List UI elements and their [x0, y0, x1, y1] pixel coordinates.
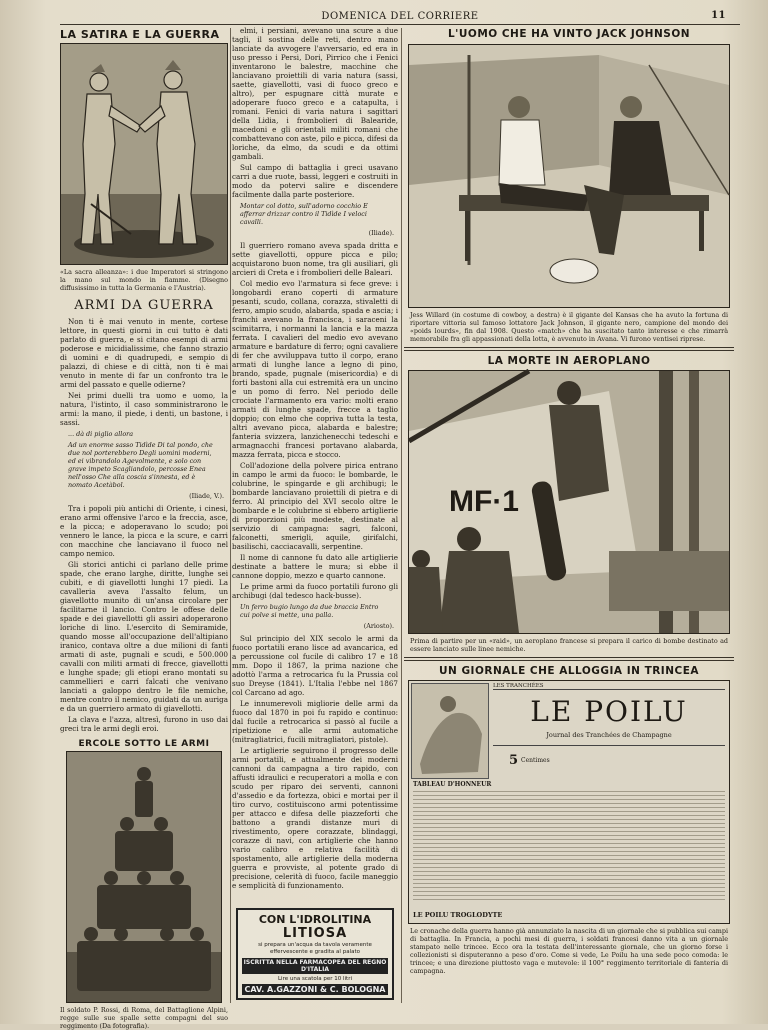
poilu-price-label: Centimes — [521, 757, 550, 764]
divider — [493, 745, 725, 746]
paragraph: Tra i popoli più antichi di Oriente, i cinesi, erano armi offensive l'arco e la freccia, asce, e la picca; e adoperavano lo scudo; poi vennero le lance, la picca e la scure, e carri con macchine che lanciavano il fuoco nel campo nemico. — [60, 504, 228, 558]
paragraph: Sul principio del XIX secolo le armi da fuoco portatili erano lisce ad avancarica, ed a percussione col fucile di calibro 17 e 18 mm. Dopo il 1867, la prima nazione che adottò l'arma a retrocarica fu la Prussia col suo Dreyse (1841). L'Italia l'ebbe nel 1867 col Carcano ad ago. — [232, 634, 398, 697]
plane-marking: MF·1 — [449, 485, 519, 518]
poilu-price: 5 — [509, 753, 519, 768]
poilu-top-line: LES TRANCHÉES — [493, 683, 725, 690]
ad-registration: ISCRITTA NELLA FARMACOPEA DEL REGNO D'ITALIA — [243, 959, 387, 973]
paragraph: Le prime armi da fuoco portatili furono gli archibugi (dal tedesco hack-busse). — [232, 582, 398, 600]
ercole-heading: ERCOLE SOTTO LE ARMI — [78, 739, 210, 749]
page-number: 11 — [711, 10, 726, 21]
quote-citation: (Iliade). — [368, 229, 394, 237]
soldiers-pyramid-photo — [67, 752, 221, 1002]
paragraph: Il guerriero romano aveva spada dritta e sette giavellotti, oppure picca e pilo; acquistarono buon nome, tra gli ausiliari, gli arcieri di Creta e i frombolieri delle Baleari. — [232, 241, 398, 277]
quote-citation: (Iliade, V.). — [189, 492, 224, 500]
jack-johnson-caption: Jess Willard (in costume di cowboy, a destra) è il gigante del Kansas che ha avuto la fortuna di riportare vittoria sul famoso lottatore Jack Johnson, il gigante nero, campione del mondo dei «poids lourds», fin dal 1908. Questo «match» che ha suscitato tanto interesse e che rimarrà memorabile fra gli appassionati della lotta, è avvenuto in Avana. Vi furono ventisei riprese. — [410, 311, 728, 343]
armi-article-cont — [60, 504, 228, 733]
poilu-masthead-drawing — [411, 683, 489, 779]
satira-caption: «La sacra alleanza»: i due Imperatori si stringono la mano sul mondo in fiamme. (Disegno diffusissimo in tutta la Germania e l'Austria). — [60, 268, 228, 292]
column-rule — [401, 28, 402, 1003]
column-left — [60, 26, 228, 1030]
ad-headline: CON L'IDROLITINA — [258, 913, 372, 926]
column-right — [404, 26, 734, 1016]
ercole-photo — [66, 751, 222, 1003]
giornale-heading: UN GIORNALE CHE ALLOGGIA IN TRINCEA — [438, 665, 700, 677]
poilu-nameplate: LE POILU — [530, 695, 688, 728]
paragraph: Nei primi duelli tra uomo e uomo, la natura, l'istinto, il caso somministrarono le armi: la mano, il piede, i denti, un bastone, i sassi. — [60, 391, 228, 427]
poilu-subtitle: Journal des Tranchées de Champagne — [546, 731, 672, 739]
chariot-quote: Montar col dotto, sull'adorno cocchio E afferrar drizzar contro il Tidìde I veloci cavalli. — [240, 202, 368, 226]
paragraph: Le artiglierie seguirono il progresso delle armi portatili, e attualmente dei moderni cannoni da campagna a tiro rapido, con affusti idraulici e recuperatori a molla e con scudo per riparo dei serventi, cannoni d'assedio e da fortezza, obici e mortai per il tiro curvo, costituiscono armi potentissime per attacco e difesa delle piazzeforti che battono a grandi distanze muri di rivestimento, opere corazzate, blindaggi, corazze di navi, con artiglierie che hanno vario calibro e relativa facilità di spostamento, alle artiglierie della moderna guerra e provviste, al potente grado di precisione, celerità di fuoco, facile maneggio e semplicità di funzionamento. — [232, 746, 398, 890]
paragraph: Gli storici antichi ci parlano delle prime spade, che erano larghe, diritte, lunghe sei cubiti, e di giavellotti lunghi 17 piedi. La cavalleria aveva l'assalto felum, un giavellotto munito di un'ansa circolare per facilitarne il lancio. Contro le offese delle spade e dei giavellotti gli assiri adoperarono loriche di lino. L'esercito di Semiramide, quando mosse all'occupazione dell'altipiano iranico, contava oltre a due milioni di fanti armati di aste, pugnali e scudi, e 500.000 cavalli con militi armati di frecce, giavellotti e lunghe spade; gli etiopi erano montati su cammellieri e carri falcati che venivano lanciati a galoppo dentro le file nemiche, mentre contro il nemico, guidati da un auriga e da un guerriero armato di giavellotti. — [60, 560, 228, 713]
boxers-on-bench-photo — [409, 45, 729, 307]
paragraph: La clava e l'azza, altresì, furono in uso dai greci tra le armi degli eroi. — [60, 715, 228, 733]
section-divider — [404, 347, 734, 351]
aeroplano-heading: LA MORTE IN AEROPLANO — [487, 355, 651, 367]
armi-article-middle-3 — [232, 634, 398, 890]
paragraph: Col medio evo l'armatura si fece greve: i longobardi erano coperti di armature pesanti, scudo, collana, corazza, stivaletti di ferro, ampio scudo, alabarda, spada e ascia; i franchi avevano la francisca, i saraceni la scimitarra, i normanni la lancia e la mazza ferrata. I cavalieri del medio evo avevano armature e bardature di ferro; ogni cavaliere di fer che avviluppava tutto il corpo, erano armati di lunghe lance a legno di pino, brando, spade, pugnale (misericordia) e di forti bastoni alla cui estremità era un uncino e un pomo di ferro. Nel periodo delle crociate l'armamento era vario: molti erano armati di lunghe spade, frecce a taglio doppio; con elmo che copriva tutta la testa, altri avevano picca, alabarda e balestre; fanteria svizzera, lanzichenecchi tedeschi e armagnacchi francesi portavano alabarda, mazza ferrata, picca e stocco. — [232, 279, 398, 459]
bomb-loading-photo — [409, 371, 729, 633]
soldier-sketch-icon — [412, 684, 488, 778]
willard-photo — [408, 44, 730, 308]
quote-citation: (Ariosto). — [363, 622, 394, 630]
aeroplano-photo — [408, 370, 730, 634]
paragraph: Il nome di cannone fu dato alle artiglierie destinate a battere le mura; si ebbe il cannone doppio, mezzo e quarto cannone. — [232, 553, 398, 580]
two-emperors-drawing — [61, 44, 227, 264]
quote-intro: ... dà di piglio allora — [68, 430, 134, 438]
ad-price: Lire una scatola per 10 litri — [277, 976, 353, 982]
armi-article-middle-2 — [232, 241, 398, 600]
poilu-tableau: TABLEAU D'HONNEUR — [413, 781, 492, 788]
armi-heading: ARMI DA GUERRA — [74, 298, 214, 313]
ariosto-quote: Un ferro bugio lungo da due braccia Entro cui polve si mette, una palla. — [240, 603, 379, 619]
ad-maker: CAV. A.GAZZONI & C. BOLOGNA — [242, 984, 388, 995]
iliad-quote: Ad un enorme sasso Tidìde Di tal pondo, che due nol porterebbero Degli uomini moderni, ed ei vibrandolo Agevolmente, e solo con grave impeto Scagliandolo, percosse Enea nell'osso Che alla coscia s'innesta, ed è nomato Acetàbol. — [68, 441, 213, 489]
giornale-caption: Le cronache della guerra hanno già annunziato la nascita di un giornale che si pubblica sui campi di battaglia. In Francia, a pochi mesi di guerra, i soldati francesi danno vita a un giornale stampato nelle trincee. Ecco ora la testata dell'interessante giornale, che un giorno forse i collezionisti si disputeranno a peso d'oro. Come si vede, Le Poilu ha una sede poco comoda: le trincee; e una direzione piuttosto vaga e mutevole: il 100° reggimento territoriale di fanteria di campagna. — [410, 927, 728, 975]
column-rule — [230, 28, 231, 1003]
jack-johnson-heading: L'UOMO CHE HA VINTO JACK JOHNSON — [447, 28, 691, 40]
poilu-bottom-title: LE POILU TROGLODYTE — [413, 911, 503, 919]
paragraph: Non ti è mai venuto in mente, cortese lettore, in questi giorni in cui tutto è dati parlato di guerra, e si citano esempi di armi poderose e micidialissime, che fanno strazio di uomini e di quadrupedi, e sempio di palazzi, di chiese e di città, non ti è mai venuto in mente di far un confronto tra le armi del passato e quelle odierne? — [60, 317, 228, 389]
page-header — [60, 10, 740, 25]
poilu-text-columns — [413, 791, 725, 903]
satira-illustration — [60, 43, 228, 265]
ad-brand: LITIOSA — [282, 926, 348, 941]
paragraph: Coll'adozione della polvere pirica entrano in campo le armi da fuoco: le bombarde, le colubrine, le spingarde e gli archibugi; le bombarde lanciavano proiettili di pietra e di ferro. Al principio del XVI secolo oltre le bombarde e le colubrine si ebbero artiglierie di proporzioni più modeste, destinate al servizio di campagna: sagri, falconi, falconetti, smerigli, aquile, girifalchi, basilischi, cacciacavalli, serpentine. — [232, 461, 398, 551]
paragraph: Le innumerevoli migliorie delle armi da fuoco dal 1870 in poi fu rapido e continuo: dal fucile a retrocarica si passò al fucile a ripetizione e alle armi automatiche (mitragliatrici, fucili mitragliatori, pistole). — [232, 699, 398, 744]
le-poilu-front-page — [408, 680, 730, 924]
paragraph: elmi, i persiani, avevano una scure a due tagli, il sostina delle reti, dentro mano lanciate da avvogere l'avversario, ed era in uso presso i Persi, Dori, Pirrico che i Fenici inventarono le balestre, macchine che lanciavano proiettili di varia natura (sassi, saette, giavellotti, vasi di fuoco greco e altro), per espugnare città murate e adoperare fuoco greco e a catapulta, i romani. Fenici di varia natura i sagittari della Lidia, i frombolieri di Balearide, macedoni e gli orientali militi romani che combattevano con aste, pilo e picca, difesi da loriche, da elmo, da scudi e da ottimi gambali. — [232, 26, 398, 161]
ad-description: si prepara un'acqua da tavola veramente effervescente e gradita al palato — [258, 942, 372, 955]
idrolitina-advertisement — [236, 908, 394, 1000]
column-middle — [232, 26, 398, 1016]
paragraph: Sul campo di battaglia i greci usavano carri a due ruote, bassi, leggeri e costruiti in modo da potervi salire e discendere facilmente dalla parte posteriore. — [232, 163, 398, 199]
armi-article-middle — [232, 26, 398, 199]
armi-article — [60, 317, 228, 427]
header-title: DOMENICA DEL CORRIERE — [321, 11, 479, 22]
section-divider — [404, 657, 734, 661]
aeroplano-caption: Prima di partire per un «raid», un aeroplano francese si prepara il carico di bombe destinato ad essere lanciato sulle linee nemiche. — [410, 637, 728, 653]
ercole-caption: Il soldato P. Rossi, di Roma, del Battaglione Alpini, regge sulle sue spalle sette compagni del suo reggimento (Da fotografia). — [60, 1006, 228, 1030]
satira-heading: LA SATIRA E LA GUERRA — [60, 28, 220, 41]
